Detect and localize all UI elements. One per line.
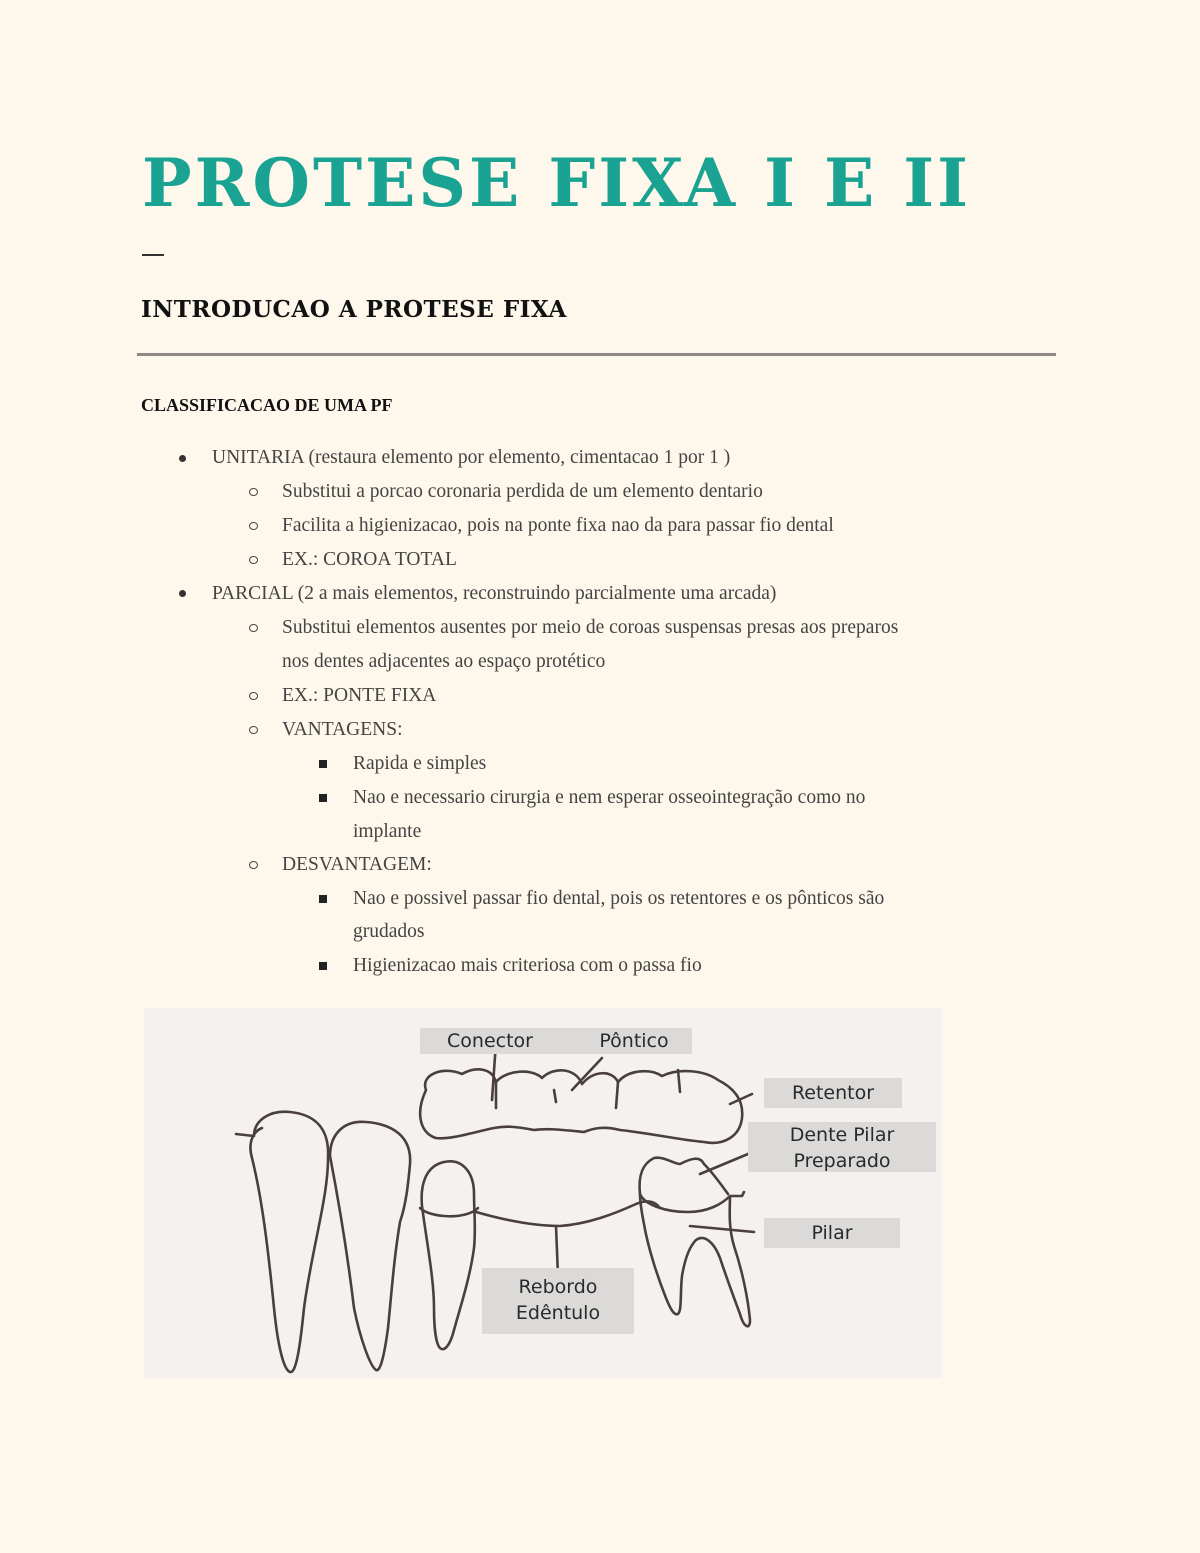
list-item-continuation: implante <box>353 821 422 842</box>
list-item: Higienizacao mais criteriosa com o passa fio <box>353 955 702 976</box>
list-item-unitaria: UNITARIA (restaura elemento por elemento, cimentacao 1 por 1 ) <box>212 447 731 468</box>
tooth-molar-prepared <box>640 1158 728 1194</box>
list-item-vantagens: VANTAGENS: <box>282 719 403 740</box>
list-item-desvantagem: DESVANTAGEM: <box>282 854 432 875</box>
connector-line-b <box>616 1082 618 1108</box>
label-rebordo-line1: Rebordo <box>518 1276 598 1298</box>
list-item: Rapida e simples <box>353 753 487 774</box>
list-item: EX.: PONTE FIXA <box>282 685 437 706</box>
list-item-continuation: nos dentes adjacentes ao espaço protético <box>282 651 606 672</box>
list-item: Nao e necessario cirurgia e nem esperar osseointegração como no <box>353 787 866 808</box>
bullet-circle-icon <box>249 522 258 530</box>
list-item-parcial: PARCIAL (2 a mais elementos, reconstruindo parcialmente uma arcada) <box>212 583 777 604</box>
bullet-circle-icon <box>249 726 258 734</box>
label-rebordo-edentulo <box>482 1268 634 1334</box>
leader-dente-pilar <box>700 1154 748 1174</box>
bullet-circle-icon <box>249 861 258 869</box>
list-item-continuation: grudados <box>353 921 425 942</box>
bullet-square-icon <box>319 794 327 802</box>
dental-bridge-figure <box>144 1008 942 1378</box>
bullet-disc-icon <box>179 590 186 597</box>
leader-pilar <box>690 1226 754 1232</box>
label-pilar: Pilar <box>764 1218 900 1248</box>
label-rebordo-line2: Edêntulo <box>515 1302 601 1324</box>
edentulous-ridge <box>476 1201 660 1226</box>
tooth-left-2 <box>330 1122 410 1370</box>
label-dente-pilar-line1: Dente Pilar <box>789 1124 895 1146</box>
label-dente-pilar-line2: Preparado <box>793 1150 891 1172</box>
bullet-circle-icon <box>249 624 258 632</box>
list-item: EX.: COROA TOTAL <box>282 549 457 570</box>
label-retentor: Retentor <box>764 1078 902 1108</box>
section-subtitle: INTRODUCAO A PROTESE FIXA <box>141 296 567 323</box>
list-item: Facilita a higienizacao, pois na ponte fixa nao da para passar fio dental <box>282 515 834 536</box>
bullet-disc-icon <box>179 455 186 462</box>
list-item: Nao e possivel passar fio dental, pois os retentores e os pônticos são <box>353 888 885 909</box>
tooth-left-1 <box>236 1112 328 1372</box>
classification-heading: CLASSIFICACAO DE UMA PF <box>141 395 393 415</box>
title-dash-divider <box>142 254 164 256</box>
horizontal-rule <box>137 353 1056 356</box>
bullet-square-icon <box>319 895 327 903</box>
tooth-premolar <box>422 1161 475 1349</box>
label-conector: Conector <box>447 1030 533 1052</box>
bullet-circle-icon <box>249 556 258 564</box>
label-pontico: Pôntico <box>599 1030 669 1052</box>
document-title: PROTESE FIXA I E II <box>142 144 971 222</box>
list-item: Substitui elementos ausentes por meio de coroas suspensas presas aos preparos <box>282 617 899 638</box>
bullet-circle-icon <box>249 488 258 496</box>
list-item: Substitui a porcao coronaria perdida de um elemento dentario <box>282 481 763 502</box>
bullet-circle-icon <box>249 692 258 700</box>
label-dente-pilar-preparado <box>748 1122 936 1172</box>
bullet-square-icon <box>319 962 327 970</box>
bullet-square-icon <box>319 760 327 768</box>
